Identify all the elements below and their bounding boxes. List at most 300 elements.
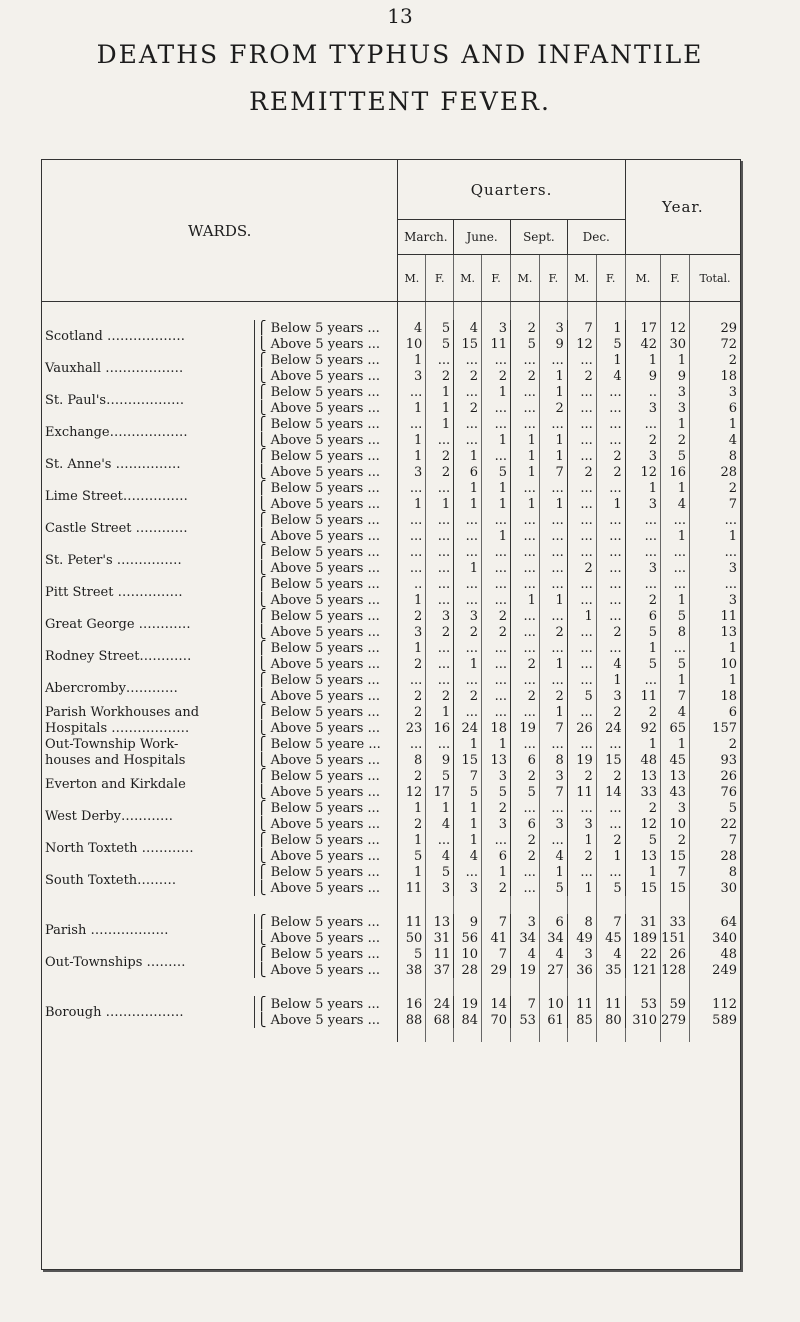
cell-value: 5 (728, 800, 737, 816)
deaths-table-frame (41, 159, 741, 1270)
table-row (42, 384, 740, 400)
cell-value: 13 (625, 848, 660, 864)
cell-value: ... (539, 512, 567, 528)
age-group: ⎧ Below 5 years ... (254, 576, 398, 592)
sex-header: M. (511, 255, 540, 302)
cell-value: ... (567, 704, 596, 720)
cell-value: ... (539, 640, 567, 656)
cell-value: ... (567, 480, 596, 496)
age-group: ⎩ Above 5 years ... (254, 336, 398, 352)
cell-value: 7 (511, 996, 540, 1012)
cell-value: 3 (454, 608, 482, 624)
cell-value: 13 (426, 914, 454, 930)
cell-value: 3 (661, 384, 690, 400)
cell-value: 5 (625, 832, 660, 848)
cell-value: 1 (454, 800, 482, 816)
age-group: ⎧ Below 5 years ... (254, 608, 398, 624)
cell-value: 9 (426, 752, 454, 768)
page-number: 13 (387, 4, 413, 28)
cell-value: 1 (482, 528, 511, 544)
cell-value: ... (567, 800, 596, 816)
cell-value: 2 (596, 624, 625, 640)
cell-value: ... (511, 576, 540, 592)
cell-value: 2 (482, 368, 511, 384)
cell-value: ... (539, 544, 567, 560)
cell-value: ... (596, 576, 625, 592)
cell-value: 68 (426, 1012, 454, 1028)
cell-value: 189 (625, 930, 660, 946)
table-row (42, 768, 740, 784)
cell-value: 10 (398, 336, 426, 352)
cell-value: 7 (539, 784, 567, 800)
cell-value: 3 (482, 816, 511, 832)
cell-value: 4 (454, 848, 482, 864)
sex-header: F. (482, 255, 511, 302)
cell-value: 1 (454, 560, 482, 576)
cell-value: 1 (567, 880, 596, 896)
cell-value: 18 (482, 720, 511, 736)
cell-value: 2 (567, 560, 596, 576)
cell-value: 2 (454, 688, 482, 704)
ward-name: Out-Township Work- (42, 736, 254, 752)
cell-value: 43 (661, 784, 690, 800)
cell-value: 5 (426, 768, 454, 784)
cell-value: ... (539, 672, 567, 688)
cell-value: 34 (511, 930, 540, 946)
cell-value: 24 (454, 720, 482, 736)
table-row (42, 512, 740, 528)
cell-value: 1 (426, 416, 454, 432)
table-row (42, 736, 740, 752)
cell-value: 3 (661, 400, 690, 416)
ward-name: houses and Hospitals (42, 752, 254, 768)
cell-value: ... (596, 400, 625, 416)
cell-value: 2 (511, 320, 540, 336)
cell-value: 2 (661, 832, 690, 848)
cell-value: 1 (482, 864, 511, 880)
ward-name: Lime Street…………… (42, 480, 254, 512)
cell-value: 2 (596, 464, 625, 480)
table-header (42, 160, 740, 302)
cell-value: ... (661, 640, 690, 656)
age-group: ⎧ Below 5 years ... (254, 914, 398, 930)
cell-value: ... (567, 576, 596, 592)
cell-value: 1 (398, 448, 426, 464)
cell-value: ... (596, 640, 625, 656)
cell-value: 7 (728, 496, 737, 512)
cell-value: 93 (720, 752, 737, 768)
cell-value: 1 (661, 480, 690, 496)
cell-value: ... (426, 640, 454, 656)
cell-value: ... (567, 400, 596, 416)
cell-value: 1 (426, 384, 454, 400)
cell-value: 4 (539, 848, 567, 864)
cell-value: 18 (720, 688, 737, 704)
cell-value: 16 (661, 464, 690, 480)
cell-value: 5 (596, 336, 625, 352)
cell-value: 1 (454, 480, 482, 496)
age-group: ⎧ Below 5 years ... (254, 544, 398, 560)
cell-value: 3 (661, 800, 690, 816)
cell-value: 2 (511, 832, 540, 848)
cell-value: 8 (567, 914, 596, 930)
cell-value: 1 (539, 592, 567, 608)
cell-value: 1 (426, 704, 454, 720)
ward-name: Hospitals ……………… (42, 720, 254, 736)
cell-value: 1 (625, 736, 660, 752)
cell-value: 13 (661, 768, 690, 784)
cell-value: ... (426, 832, 454, 848)
cell-value: 1 (482, 480, 511, 496)
cell-value: 2 (625, 800, 660, 816)
cell-value: 2 (454, 400, 482, 416)
cell-value: 18 (720, 368, 737, 384)
cell-value: 2 (539, 688, 567, 704)
cell-value: 4 (661, 496, 690, 512)
cell-value: 1 (454, 832, 482, 848)
cell-value: ... (426, 736, 454, 752)
sex-header: M. (625, 255, 660, 302)
cell-value: ... (567, 672, 596, 688)
cell-value: 14 (596, 784, 625, 800)
cell-value: 1 (398, 496, 426, 512)
cell-value: 1 (728, 672, 737, 688)
cell-value: ... (482, 352, 511, 368)
cell-value: ... (511, 384, 540, 400)
cell-value: 4 (426, 848, 454, 864)
cell-value: 7 (661, 864, 690, 880)
cell-value: 112 (712, 996, 737, 1012)
cell-value: 2 (454, 368, 482, 384)
cell-value: 128 (661, 962, 690, 978)
cell-value: ... (426, 560, 454, 576)
cell-value: ... (596, 560, 625, 576)
cell-value: 1 (567, 608, 596, 624)
age-group: ⎧ Below 5 years ... (254, 996, 398, 1012)
cell-value: ... (596, 864, 625, 880)
cell-value: 151 (661, 930, 690, 946)
cell-value: ... (426, 512, 454, 528)
table-row (42, 416, 740, 432)
cell-value: ... (625, 544, 660, 560)
cell-value: ... (596, 512, 625, 528)
cell-value: ... (567, 864, 596, 880)
cell-value: 1 (728, 416, 737, 432)
cell-value: ... (482, 400, 511, 416)
cell-value: ... (511, 864, 540, 880)
cell-value: 1 (728, 640, 737, 656)
table-row (42, 672, 740, 688)
cell-value: ... (511, 608, 540, 624)
cell-value: 7 (567, 320, 596, 336)
cell-value: 10 (661, 816, 690, 832)
table-row (42, 480, 740, 496)
cell-value: 5 (398, 946, 426, 962)
cell-value: ... (398, 416, 426, 432)
cell-value: ... (454, 704, 482, 720)
cell-value: ... (482, 544, 511, 560)
cell-value: 11 (720, 608, 737, 624)
cell-value: 65 (661, 720, 690, 736)
cell-value: 2 (398, 768, 426, 784)
ward-name: St. Peter's …………… (42, 544, 254, 576)
cell-value: 1 (539, 704, 567, 720)
cell-value: ... (511, 480, 540, 496)
age-group: ⎩ Above 5 years ... (254, 848, 398, 864)
cell-value: 6 (482, 848, 511, 864)
cell-value: 1 (539, 448, 567, 464)
cell-value: 19 (511, 962, 540, 978)
table-row (42, 832, 740, 848)
cell-value: ... (426, 592, 454, 608)
cell-value: 3 (426, 608, 454, 624)
age-group: ⎧ Below 5 years ... (254, 672, 398, 688)
cell-value: ... (625, 576, 660, 592)
cell-value: ... (426, 480, 454, 496)
ward-name: St. Paul's……………… (42, 384, 254, 416)
page-title: DEATHS FROM TYPHUS AND INFANTILE (96, 40, 704, 69)
cell-value: ... (454, 416, 482, 432)
cell-value: 7 (728, 832, 737, 848)
ward-name: Pitt Street …………… (42, 576, 254, 608)
cell-value: ... (596, 432, 625, 448)
cell-value: 3 (625, 560, 660, 576)
table-row (42, 720, 740, 736)
cell-value: ... (596, 384, 625, 400)
cell-value: 2 (426, 368, 454, 384)
cell-value: 1 (454, 496, 482, 512)
ward-name: Out-Townships ……… (42, 946, 254, 978)
cell-value: ... (426, 672, 454, 688)
cell-value: ... (454, 384, 482, 400)
cell-value: 1 (426, 496, 454, 512)
cell-value: 1 (728, 528, 737, 544)
cell-value: 27 (539, 962, 567, 978)
cell-value: 279 (661, 1012, 690, 1028)
sex-header: F. (596, 255, 625, 302)
cell-value: 1 (511, 448, 540, 464)
cell-value: 15 (625, 880, 660, 896)
cell-value: 22 (625, 946, 660, 962)
cell-value: 7 (482, 946, 511, 962)
cell-value: ... (567, 496, 596, 512)
age-group: ⎩ Above 5 years ... (254, 400, 398, 416)
ward-name: Vauxhall ……………… (42, 352, 254, 384)
cell-value: ... (454, 528, 482, 544)
cell-value: ... (482, 512, 511, 528)
cell-value: 3 (454, 880, 482, 896)
table-body (42, 302, 740, 1043)
cell-value: ... (398, 384, 426, 400)
cell-value: 30 (720, 880, 737, 896)
cell-value: 1 (511, 592, 540, 608)
cell-value: 88 (398, 1012, 426, 1028)
cell-value: ... (596, 592, 625, 608)
age-group: ⎧ Below 5 years ... (254, 384, 398, 400)
cell-value: 11 (426, 946, 454, 962)
cell-value: ... (511, 880, 540, 896)
age-group: ⎩ Above 5 years ... (254, 624, 398, 640)
cell-value: 16 (426, 720, 454, 736)
cell-value: 157 (712, 720, 737, 736)
ward-name: South Toxteth……… (42, 864, 254, 896)
cell-value: 2 (567, 768, 596, 784)
cell-value: 34 (539, 930, 567, 946)
cell-value: 72 (720, 336, 737, 352)
cell-value: 5 (426, 320, 454, 336)
cell-value: 3 (539, 768, 567, 784)
cell-value: ... (539, 560, 567, 576)
sex-header: M. (454, 255, 482, 302)
cell-value: 28 (720, 848, 737, 864)
cell-value: 1 (482, 736, 511, 752)
cell-value: 6 (728, 704, 737, 720)
ward-name: Everton and Kirkdale (42, 768, 254, 800)
cell-value: 1 (454, 736, 482, 752)
cell-value: 53 (625, 996, 660, 1012)
cell-value: ... (567, 416, 596, 432)
cell-value: 5 (511, 784, 540, 800)
cell-value: 24 (426, 996, 454, 1012)
cell-value: 6 (511, 752, 540, 768)
cell-value: 12 (661, 320, 690, 336)
cell-value: 3 (625, 400, 660, 416)
cell-value: 1 (398, 864, 426, 880)
cell-value: 15 (454, 752, 482, 768)
cell-value: 13 (720, 624, 737, 640)
cell-value: 2 (596, 704, 625, 720)
cell-value: ... (454, 864, 482, 880)
cell-value: ... (567, 544, 596, 560)
cell-value: ... (398, 528, 426, 544)
cell-value: 15 (661, 848, 690, 864)
cell-value: 5 (661, 608, 690, 624)
cell-value: ... (596, 736, 625, 752)
cell-value: 2 (482, 880, 511, 896)
age-group: ⎩ Above 5 years ... (254, 930, 398, 946)
ward-name: Castle Street ………… (42, 512, 254, 544)
cell-value: 1 (426, 800, 454, 816)
cell-value: 12 (398, 784, 426, 800)
quarter-header: June. (454, 220, 511, 255)
cell-value: ... (482, 416, 511, 432)
cell-value: 26 (567, 720, 596, 736)
cell-value: 2 (567, 368, 596, 384)
cell-value: ... (482, 656, 511, 672)
age-group: ⎧ Below 5 years ... (254, 864, 398, 880)
cell-value: 19 (567, 752, 596, 768)
cell-value: 5 (661, 656, 690, 672)
cell-value: ... (567, 384, 596, 400)
cell-value: 1 (661, 352, 690, 368)
cell-value: ... (511, 704, 540, 720)
cell-value: 1 (398, 592, 426, 608)
cell-value: 1 (539, 496, 567, 512)
cell-value: 19 (454, 996, 482, 1012)
cell-value: ... (567, 640, 596, 656)
cell-value: 28 (720, 464, 737, 480)
quarter-header: Dec. (567, 220, 625, 255)
ward-name: Borough ……………… (42, 996, 254, 1028)
cell-value: 1 (482, 384, 511, 400)
cell-value: ... (567, 528, 596, 544)
spacer-row (42, 896, 740, 914)
cell-value: 8 (661, 624, 690, 640)
cell-value: 340 (712, 930, 737, 946)
wards-header: WARDS. (42, 160, 398, 302)
cell-value: 2 (426, 448, 454, 464)
cell-value: 1 (596, 672, 625, 688)
cell-value: 13 (625, 768, 660, 784)
cell-value: 2 (661, 432, 690, 448)
cell-value: ... (482, 832, 511, 848)
cell-value: ... (426, 576, 454, 592)
cell-value: ... (398, 736, 426, 752)
table-row (42, 752, 740, 768)
cell-value: 29 (720, 320, 737, 336)
sex-header: F. (426, 255, 454, 302)
table-row (42, 704, 740, 720)
age-group: ⎧ Below 5 years ... (254, 768, 398, 784)
cell-value: ... (511, 560, 540, 576)
cell-value: 11 (596, 996, 625, 1012)
cell-value: 2 (728, 736, 737, 752)
cell-value: 5 (454, 784, 482, 800)
cell-value: 56 (454, 930, 482, 946)
table-row (42, 544, 740, 560)
cell-value: 1 (511, 496, 540, 512)
cell-value: .. (398, 576, 426, 592)
cell-value: 9 (625, 368, 660, 384)
cell-value: 1 (539, 384, 567, 400)
cell-value: 12 (625, 464, 660, 480)
cell-value: 1 (398, 400, 426, 416)
age-group: ⎧ Below 5 years ... (254, 640, 398, 656)
cell-value: ... (511, 352, 540, 368)
cell-value: 1 (539, 656, 567, 672)
cell-value: ... (539, 528, 567, 544)
age-group: ⎧ Below 5 years ... (254, 320, 398, 336)
cell-value: 2 (625, 432, 660, 448)
cell-value: 50 (398, 930, 426, 946)
cell-value: 2 (511, 368, 540, 384)
cell-value: 1 (454, 656, 482, 672)
cell-value: 10 (720, 656, 737, 672)
cell-value: 2 (398, 656, 426, 672)
cell-value: 1 (482, 432, 511, 448)
age-group: ⎩ Above 5 years ... (254, 880, 398, 896)
cell-value: 5 (398, 848, 426, 864)
age-group: ⎩ Above 5 years ... (254, 592, 398, 608)
ward-name: Rodney Street………… (42, 640, 254, 672)
cell-value: ... (426, 432, 454, 448)
cell-value: 1 (539, 368, 567, 384)
cell-value: 3 (398, 464, 426, 480)
cell-value: 2 (567, 848, 596, 864)
cell-value: 4 (426, 816, 454, 832)
cell-value: ... (454, 672, 482, 688)
cell-value: 10 (454, 946, 482, 962)
cell-value: 85 (567, 1012, 596, 1028)
cell-value: ... (482, 592, 511, 608)
cell-value: ... (482, 672, 511, 688)
sex-header: Total. (690, 255, 741, 302)
cell-value: 4 (398, 320, 426, 336)
cell-value: ... (482, 448, 511, 464)
cell-value: 3 (539, 320, 567, 336)
age-group: ⎩ Above 5 years ... (254, 496, 398, 512)
cell-value: .. (625, 384, 660, 400)
